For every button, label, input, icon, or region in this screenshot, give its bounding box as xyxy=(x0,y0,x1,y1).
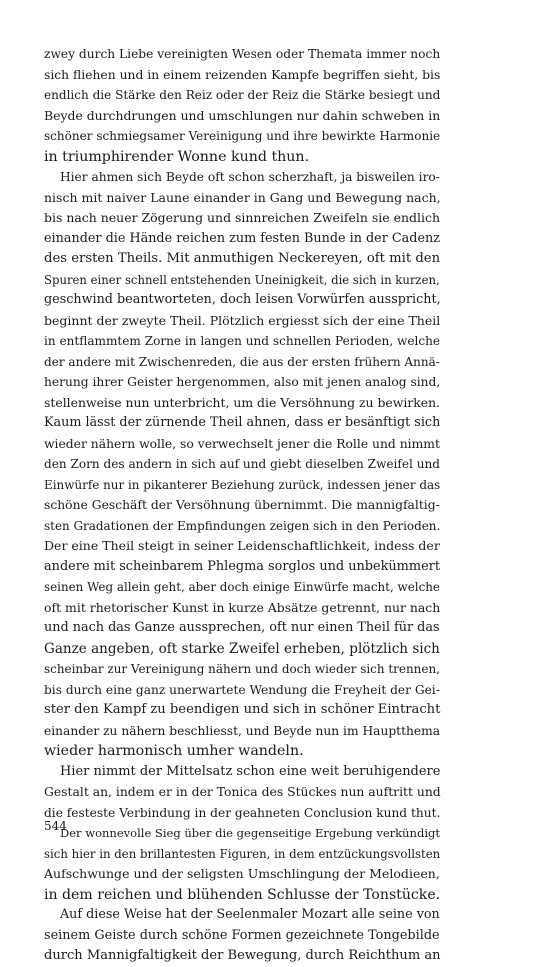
text-line: geschwind beantworteten, doch leisen Vorwürfen ausspricht, xyxy=(44,292,441,307)
text-line: in dem reichen und blühenden Schlusse der Tonstücke. xyxy=(44,886,441,903)
text-line: die festeste Verbindung in der geahneten Conclusion kund thut. xyxy=(44,805,441,820)
paragraph-start-line: Auf diese Weise hat der Seelenmaler Mozart alle seine von xyxy=(60,907,440,922)
text-line: scheinbar zur Vereinigung nähern und doch wieder sich trennen, xyxy=(44,662,440,676)
text-line: den Zorn des andern in sich auf und giebt dieselben Zweifel und xyxy=(44,457,441,471)
text-line: Ganze angeben, oft starke Zweifel erheben, plötzlich sich xyxy=(44,640,440,657)
text-line: durch Mannigfaltigkeit der Bewegung, durch Reichthum an xyxy=(44,948,441,963)
text-line: schöner schmiegsamer Vereinigung und ihre bewirkte Harmonie xyxy=(44,129,441,143)
paragraph-start-line: Hier nimmt der Mittelsatz schon eine weit beruhigendere xyxy=(60,763,441,779)
page-text xyxy=(44,44,440,967)
text-line: Der eine Theil steigt in seiner Leidenschaftlichkeit, indess der xyxy=(44,538,440,553)
text-line: Einwürfe nur in pikanterer Beziehung zurück, indessen jener das xyxy=(44,477,441,492)
page-number: 544 xyxy=(44,819,67,833)
text-line: schöne Geschäft der Versöhnung übernimmt. Die mannigfaltig- xyxy=(44,498,440,512)
text-line: endlich die Stärke den Reiz oder der Reiz die Stärke besiegt und xyxy=(44,88,441,102)
text-line: bis nach neuer Zögerung und sinnreichen Zweifeln sie endlich xyxy=(44,210,440,225)
text-line: sich hier in den brillantesten Figuren, in dem entzückungsvollsten xyxy=(44,846,441,861)
text-line: oft mit rhetorischer Kunst in kurze Absätze getrennt, nur nach xyxy=(44,599,441,615)
text-line: bis durch eine ganz unerwartete Wendung die Freyheit der Gei- xyxy=(44,682,440,697)
text-line: einander die Hände reichen zum festen Bunde in der Cadenz xyxy=(44,230,440,246)
text-line: zwey durch Liebe vereinigten Wesen oder Themata immer noch xyxy=(44,47,441,61)
text-line: des ersten Theils. Mit anmuthigen Neckereyen, oft mit den xyxy=(44,251,441,266)
text-line: nisch mit naiver Laune einander in Gang und Bewegung nach, xyxy=(44,189,441,205)
text-line: andere mit scheinbarem Phlegma sorglos und unbekümmert xyxy=(44,558,440,574)
text-line: und nach das Ganze aussprechen, oft nur einen Theil für das xyxy=(44,620,440,635)
text-line: herung ihrer Geister hergenommen, also mit jenen analog sind, xyxy=(44,375,441,389)
text-line: seinem Geiste durch schöne Formen gezeichnete Tongebilde xyxy=(44,927,440,943)
text-line: sten Gradationen der Empfindungen zeigen sich in den Perioden. xyxy=(44,518,441,533)
text-line: in entflammtem Zorne in langen und schnellen Perioden, welche xyxy=(44,334,441,348)
text-line: der andere mit Zwischenreden, die aus der ersten frühern Annä- xyxy=(44,354,440,369)
text-line: sich fliehen und in einem reizenden Kampfe begriffen sieht, bis xyxy=(44,67,441,82)
text-line: stellenweise nun unterbricht, um die Versöhnung zu bewirken. xyxy=(44,394,441,410)
text-line: Spuren einer schnell entstehenden Uneinigkeit, die sich in kurzen, xyxy=(44,272,440,287)
text-line: Aufschwunge und der seligsten Umschlingung der Melodieen, xyxy=(44,866,440,881)
text-line: Gestalt an, indem er in der Tonica des Stückes nun auftritt und xyxy=(44,785,441,799)
paragraph-start-line: Hier ahmen sich Beyde oft schon scherzhaft, ja bisweilen iro- xyxy=(60,170,440,184)
text-line: seinen Weg allein geht, aber doch einige Einwürfe macht, welche xyxy=(44,580,440,594)
text-line: Kaum lässt der zürnende Theil ahnen, dass er besänftigt sich xyxy=(44,415,441,430)
text-line: wieder harmonisch umher wandeln. xyxy=(44,743,304,759)
text-line: in triumphirender Wonne kund thun. xyxy=(44,148,310,165)
text-line: beginnt der zweyte Theil. Plötzlich ergiesst sich der eine Theil xyxy=(44,312,441,328)
text-line: einander zu nähern beschliesst, und Beyde nun im Hauptthema xyxy=(44,723,441,738)
text-line: wieder nähern wolle, so verwechselt jener die Rolle und nimmt xyxy=(44,436,440,451)
paragraph-start-line: Der wonnevolle Sieg über die gegenseitige Ergebung verkündigt xyxy=(60,826,441,840)
text-line: ster den Kampf zu beendigen und sich in schöner Eintracht xyxy=(44,702,441,717)
text-line: Beyde durchdrungen und umschlungen nur dahin schweben in xyxy=(44,107,441,123)
